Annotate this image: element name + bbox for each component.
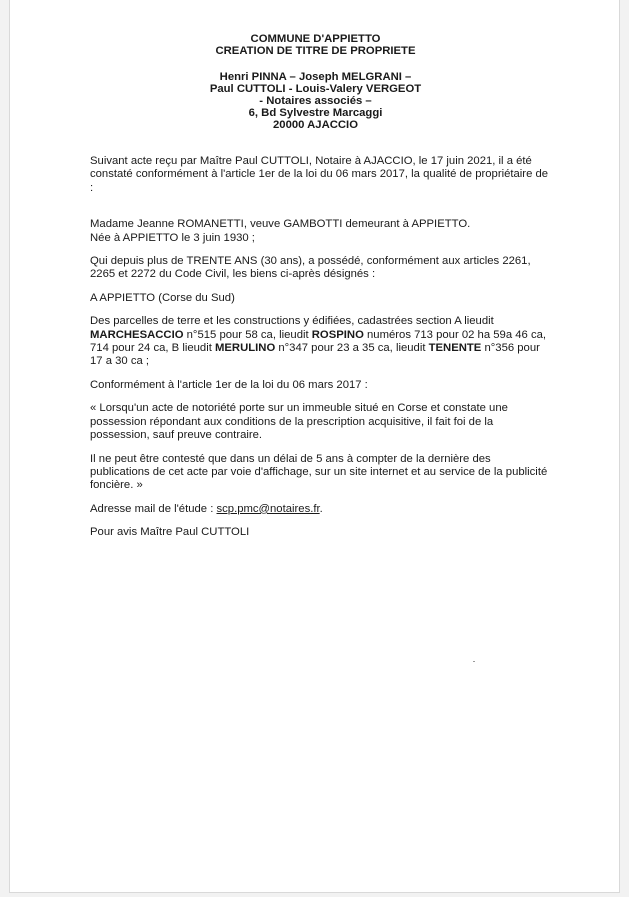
conformity-line: Conformément à l'article 1er de la loi du 06 mars 2017 : xyxy=(90,378,368,391)
parcels-text-4: n°347 pour 23 a 35 ca, lieudit xyxy=(275,342,429,355)
document-title: CREATION DE TITRE DE PROPRIETE xyxy=(215,45,416,57)
lieudit-merulino: MERULINO xyxy=(214,342,276,355)
document-page xyxy=(9,0,620,893)
parcels-text-5: n°356 pour 17 a 30 ca ; xyxy=(90,342,540,368)
intro-paragraph: Suivant acte reçu par Maître Paul CUTTOLI, Notaire à AJACCIO, le 17 juin 2021, il a été constaté conformément à l'article 1er de la loi du 06 mars 2017, la qualité de propriétaire de : xyxy=(90,155,549,194)
parcels-text-2: n°515 pour 58 ca, lieudit xyxy=(183,328,312,341)
owner-birth: Née à APPIETTO le 3 juin 1930 ; xyxy=(90,231,255,244)
parcels-paragraph xyxy=(90,315,550,369)
location-line: A APPIETTO (Corse du Sud) xyxy=(90,291,235,304)
parcels-text-1: Des parcelles de terre et les constructions y édifiées, cadastrées section A lieudit xyxy=(90,315,494,328)
notaries-line-1: Henri PINNA – Joseph MELGRANI – xyxy=(219,71,412,83)
email-end: . xyxy=(319,502,323,515)
commune-title: COMMUNE D'APPIETTO xyxy=(250,33,381,45)
contest-paragraph: Il ne peut être contesté que dans un délai de 5 ans à compter de la dernière des publications de cet acte par voie d'affichage, sur un site internet et au service de la publicité foncière. » xyxy=(90,452,548,492)
parcels-text-3: numéros 713 pour 02 ha 59a 46 ca, 714 pour 24 ca, B lieudit xyxy=(90,328,547,355)
lieudit-rospino: ROSPINO xyxy=(311,328,364,341)
law-quote: « Lorsqu'un acte de notoriété porte sur un immeuble situé en Corse et constate une possession répondant aux conditions de la prescription acquisitive, il fait foi de la possession, sauf preuve contraire. xyxy=(90,402,508,442)
possession-paragraph: Qui depuis plus de TRENTE ANS (30 ans), a possédé, conformément aux articles 2261, 2265 et 2272 du Code Civil, les biens ci-après désignés : xyxy=(90,255,531,281)
signoff-line: Pour avis Maître Paul CUTTOLI xyxy=(90,526,250,539)
notaries-line-2: Paul CUTTOLI - Louis-Valery VERGEOT xyxy=(209,83,422,95)
owner-name: Madame Jeanne ROMANETTI, veuve GAMBOTTI demeurant à APPIETTO. xyxy=(90,218,471,231)
document-header xyxy=(10,33,621,131)
email-line xyxy=(90,503,550,516)
scan-speck xyxy=(473,661,475,662)
notaries-role: - Notaires associés – xyxy=(259,95,372,107)
address-street: 6, Bd Sylvestre Marcaggi xyxy=(248,107,383,119)
email-link[interactable]: scp.pmc@notaires.fr xyxy=(216,502,320,515)
lieudit-marchesaccio: MARCHESACCIO xyxy=(90,328,184,341)
document-body xyxy=(90,155,550,540)
email-label: Adresse mail de l'étude : xyxy=(90,502,217,515)
lieudit-tenente: TENENTE xyxy=(428,342,482,355)
address-city: 20000 AJACCIO xyxy=(273,119,358,131)
